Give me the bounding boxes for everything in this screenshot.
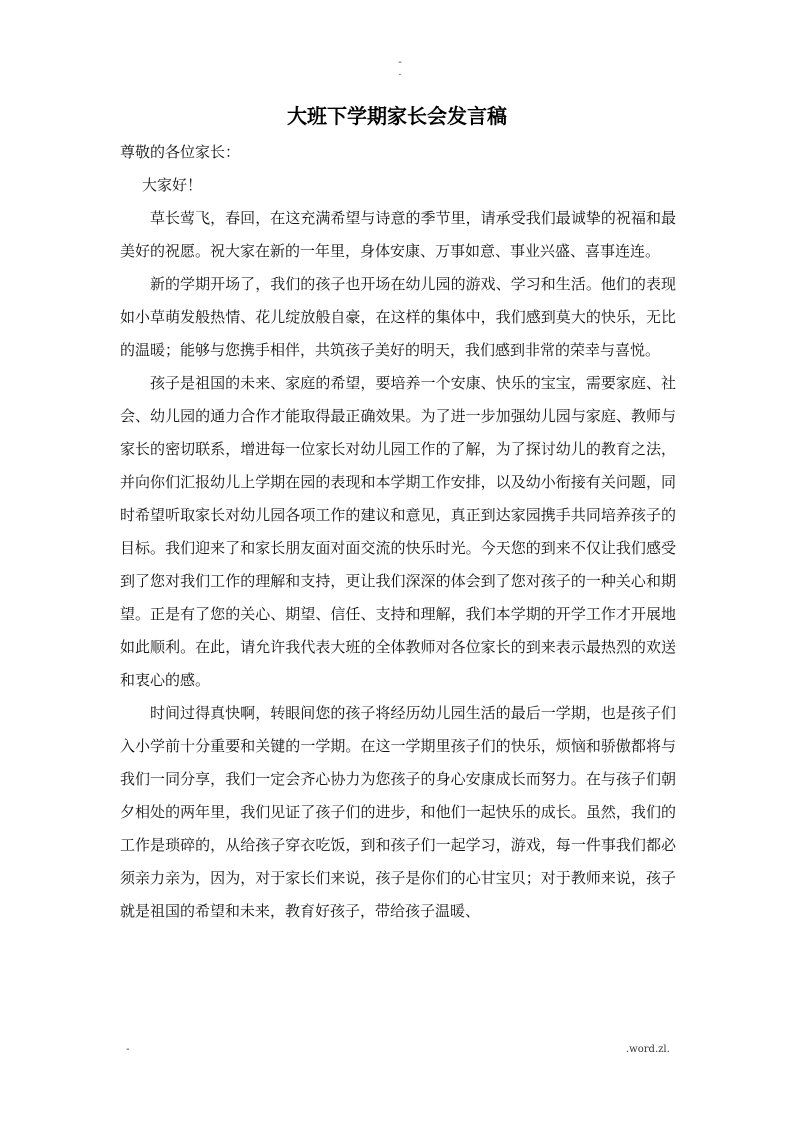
header-mark-top: - <box>398 57 402 68</box>
document-body <box>120 136 676 928</box>
salutation: 尊敬的各位家长： <box>120 143 241 161</box>
paragraph: 时间过得真快啊，转眼间您的孩子将经历幼儿园生活的最后一学期，也是孩子们入小学前十分重要和关键的一学期。在这一学期里孩子们的快乐，烦恼和骄傲都将与我们一同分享，我们一定会齐心协力为您孩子的身心安康成长而努力。在与孩子们朝夕相处的两年里，我们见证了孩子们的进步，和他们一起快乐的成长。虽然，我们的工作是琐碎的，从给孩子穿衣吃饭，到和孩子们一起学习，游戏，每一件事我们都必须亲力亲为，因为，对于家长们来说，孩子是你们的心甘宝贝；对于教师来说，孩子就是祖国的希望和未来，教育好孩子，带给孩子温暖、 <box>120 704 676 920</box>
header-mark-bottom: . <box>398 67 402 78</box>
footer-left-mark: - <box>126 1044 130 1055</box>
paragraph: 新的学期开场了，我们的孩子也开场在幼儿园的游戏、学习和生活。他们的表现如小草萌发般热情、花儿绽放般自豪，在这样的集体中，我们感到莫大的快乐，无比的温暖；能够与您携手相伴，共筑孩子美好的明天，我们感到非常的荣幸与喜悦。 <box>120 275 676 359</box>
paragraph: 草长莺飞，春回，在这充满希望与诗意的季节里，请承受我们最诚挚的祝福和最美好的祝愿。祝大家在新的一年里，身体安康、万事如意、事业兴盛、喜事连连。 <box>120 209 676 260</box>
document-title: 大班下学期家长会发言稿 <box>287 104 507 128</box>
greeting: 大家好！ <box>142 176 203 194</box>
paragraph: 孩子是祖国的未来、家庭的希望，要培养一个安康、快乐的宝宝，需要家庭、社会、幼儿园的通力合作才能取得最正确效果。为了进一步加强幼儿园与家庭、教师与家长的密切联系，增进每一位家长对幼儿园工作的了解，为了探讨幼儿的教育之法，并向你们汇报幼儿上学期在园的表现和本学期工作安排，以及幼小衔接有关问题，同时希望听取家长对幼儿园各项工作的建议和意见，真正到达家园携手共同培养孩子的目标。我们迎来了和家长朋友面对面交流的快乐时光。今天您的到来不仅让我们感受到了您对我们工作的理解和支持，更让我们深深的体会到了您对孩子的一种关心和期望。正是有了您的关心、期望、信任、支持和理解，我们本学期的开学工作才开展地如此顺利。在此，请允许我代表大班的全体教师对各位家长的到来表示最热烈的欢送和衷心的感。 <box>120 374 676 689</box>
header-marks <box>390 58 410 78</box>
footer-right-text: .word.zl. <box>626 1044 670 1055</box>
